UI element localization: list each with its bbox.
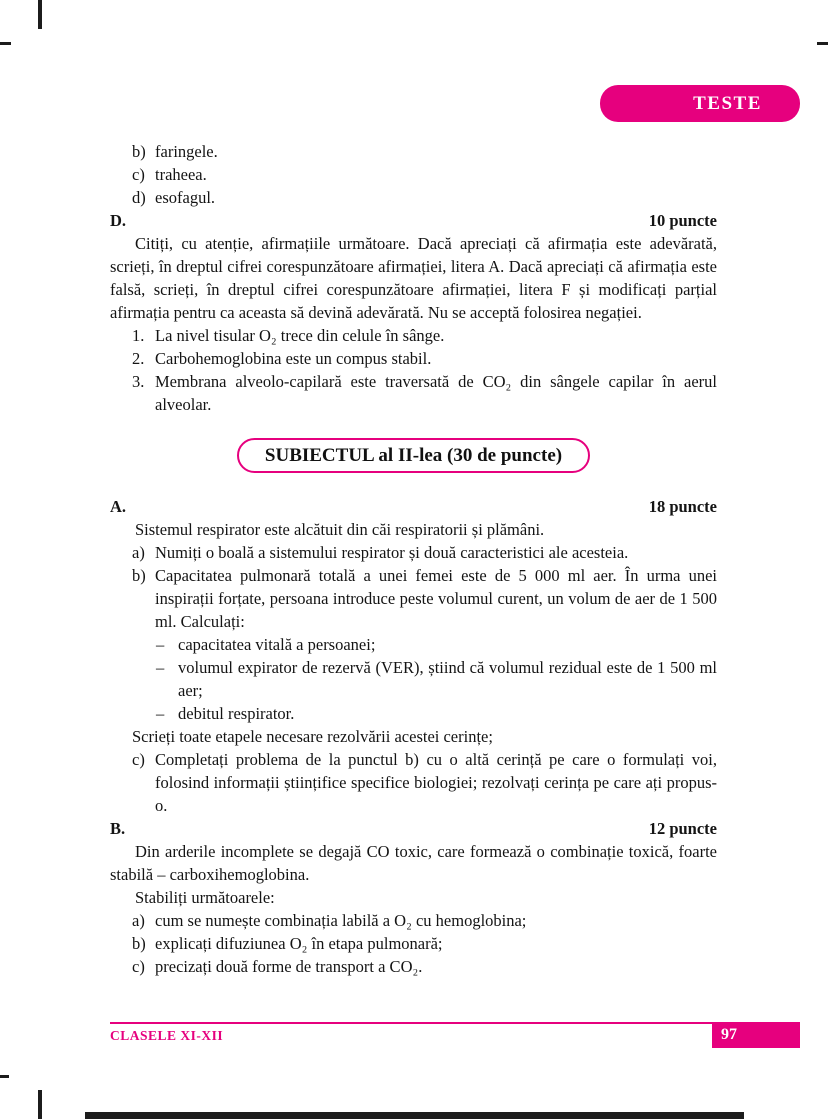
crop-mark-bottom-left-horizontal — [0, 1075, 9, 1078]
footer-class-label: CLASELE XI-XII — [110, 1028, 224, 1043]
list-marker: – — [156, 658, 165, 677]
teste-tab-label: TESTE — [693, 92, 762, 114]
section-a-note: Scrieți toate etapele necesare rezolvării acestei cerințe; — [132, 727, 493, 746]
list-marker: 1. — [132, 326, 145, 345]
list-text: volumul expirator de rezervă (VER), știind că volumul rezidual este de 1 500 ml aer; — [178, 658, 717, 700]
crop-mark-bottom-bar — [85, 1112, 744, 1119]
section-d-paragraph: Citiți, cu atenție, afirmațiile următoare. Dacă apreciați că afirmația este adevărată, scrieți, în dreptul cifrei corespunzătoare afirmației, litera A. Dacă apreciați că afirmația este falsă, scrieți, în dreptul cifrei corespunzătoare afirmației, litera F și modificați parțial afirmația pentru ca aceasta să devină adevărată. Nu se acceptă folosirea negației. — [110, 234, 717, 322]
section-a-points: 18 puncte — [648, 497, 717, 516]
list-text: explicați difuziunea O₂ în etapa pulmonară; — [155, 934, 443, 953]
list-marker: – — [156, 635, 165, 654]
list-item — [132, 324, 717, 347]
list-item — [132, 909, 717, 932]
section-a-items — [132, 541, 717, 633]
subject-banner — [237, 438, 590, 473]
crop-mark-bottom-left-vertical — [38, 1090, 42, 1119]
list-marker: – — [156, 704, 165, 723]
list-marker: c) — [132, 165, 145, 184]
list-text: Numiți o boală a sistemului respirator și două caracteristici ale acesteia. — [155, 543, 629, 562]
list-marker: 2. — [132, 349, 145, 368]
crop-mark-top-left-vertical — [38, 0, 42, 29]
section-b-label: B. — [110, 819, 126, 838]
list-text: traheea. — [155, 165, 207, 184]
list-text: Carbohemoglobina este un compus stabil. — [155, 349, 432, 368]
list-text: esofagul. — [155, 188, 216, 207]
list-marker: 3. — [132, 372, 145, 391]
section-a-dash-list — [156, 633, 717, 725]
list-item — [132, 955, 717, 978]
page-number: 97 — [721, 1026, 737, 1043]
crop-mark-top-right-horizontal — [817, 42, 828, 45]
list-marker: b) — [132, 142, 146, 161]
section-d-heading — [110, 209, 717, 232]
section-d-label: D. — [110, 211, 127, 230]
section-b-heading — [110, 817, 717, 840]
list-item — [132, 932, 717, 955]
list-marker: b) — [132, 566, 146, 585]
section-b-items — [132, 909, 717, 978]
list-text: La nivel tisular O₂ trece din celule în sânge. — [155, 326, 445, 345]
list-item — [156, 633, 717, 656]
section-a-label: A. — [110, 497, 127, 516]
page-content — [110, 140, 717, 978]
list-text: faringele. — [155, 142, 218, 161]
crop-mark-top-left-horizontal — [0, 42, 11, 45]
list-marker: c) — [132, 750, 145, 769]
list-item — [132, 541, 717, 564]
list-item — [132, 748, 717, 817]
list-text: precizați două forme de transport a CO₂. — [155, 957, 423, 976]
list-marker: a) — [132, 543, 145, 562]
list-text: capacitatea vitală a persoanei; — [178, 635, 376, 654]
list-marker: c) — [132, 957, 145, 976]
list-marker: a) — [132, 911, 145, 930]
list-text: Membrana alveolo-capilară este traversată de CO₂ din sângele capilar în aerul alveolar. — [155, 372, 717, 414]
section-b-subtitle: Stabiliți următoarele: — [135, 888, 275, 907]
section-a-intro: Sistemul respirator este alcătuit din căi respiratorii și plămâni. — [135, 520, 545, 539]
section-d-statements — [132, 324, 717, 416]
section-a-items-c — [132, 748, 717, 817]
list-marker: d) — [132, 188, 146, 207]
subject-banner-wrap — [110, 438, 717, 473]
page-number-box — [712, 1022, 800, 1048]
footer-rule — [110, 1022, 800, 1024]
list-text: Completați problema de la punctul b) cu o altă cerință pe care o formulați voi, folosind informații științifice specifice biologiei; rezolvați cerința pe care ați propus-o. — [155, 750, 717, 815]
section-d-points: 10 puncte — [648, 211, 717, 230]
answer-options-list — [132, 140, 717, 209]
teste-tab — [600, 85, 800, 122]
list-item — [132, 370, 717, 416]
list-marker: b) — [132, 934, 146, 953]
section-a-heading — [110, 495, 717, 518]
list-text: debitul respirator. — [178, 704, 295, 723]
section-b-paragraph: Din arderile incomplete se degajă CO toxic, care formează o combinație toxică, foarte stabilă – carboxihemoglobina. — [110, 842, 717, 884]
list-text: Capacitatea pulmonară totală a unei femei este de 5 000 ml aer. În urma unei inspirații forțate, persoana introduce peste volumul curent, un volum de aer de 1 500 ml. Calculați: — [155, 566, 717, 631]
subject-banner-title: SUBIECTUL al II-lea (30 de puncte) — [264, 445, 563, 466]
list-item — [132, 140, 717, 163]
section-b-points: 12 puncte — [648, 819, 717, 838]
list-text: cum se numește combinația labilă a O₂ cu hemoglobina; — [155, 911, 527, 930]
list-item — [132, 163, 717, 186]
list-item — [132, 564, 717, 633]
list-item — [156, 702, 717, 725]
list-item — [156, 656, 717, 702]
list-item — [132, 186, 717, 209]
list-item — [132, 347, 717, 370]
